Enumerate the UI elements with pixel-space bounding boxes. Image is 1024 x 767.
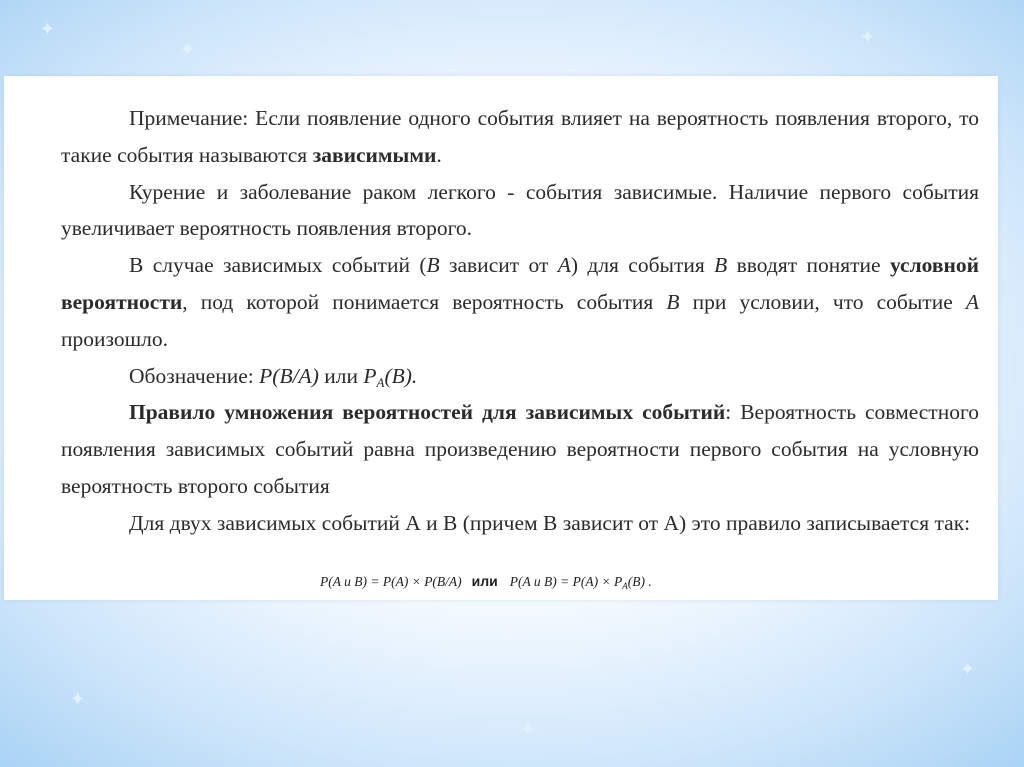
formula-right-main: P(A и B) = P(A) × P — [509, 574, 623, 589]
text-run: : Вероятность совместного появления зависимых событий равна произведению вероятности первого события на условную вероятность второго события — [61, 400, 979, 498]
text-run: Примечание: Если появление одного события влияет на вероятность появления второго, то такие события называются — [61, 106, 979, 167]
text-run: произошло. — [61, 326, 169, 351]
text-run: В случае зависимых событий ( — [129, 253, 427, 278]
event-symbol: А — [557, 253, 571, 278]
text-run: при условии, что событие — [679, 289, 966, 314]
paragraph-conditional-probability — [61, 247, 979, 357]
slide-body-text — [61, 100, 979, 542]
paragraph-multiplication-rule — [61, 394, 979, 504]
text-run: или — [318, 363, 364, 388]
sparkle-decoration: ✦ — [40, 19, 56, 39]
rule-title: Правило умножения вероятностей для зависимых событий — [129, 400, 726, 425]
paragraph-note — [61, 100, 979, 174]
sparkle-decoration: ✦ — [960, 659, 976, 679]
multiplication-formula — [320, 573, 740, 590]
sparkle-decoration: ✦ — [520, 719, 536, 739]
text-run: . — [436, 142, 442, 167]
notation-subscript-form — [363, 364, 417, 388]
formula-right — [510, 574, 652, 589]
paragraph-notation — [61, 358, 979, 395]
term-dependent: зависимыми — [312, 142, 437, 167]
event-symbol: В — [666, 289, 680, 314]
text-run: зависит от — [439, 253, 558, 278]
sparkle-decoration: ✦ — [180, 39, 196, 59]
text-run: , под которой понимается вероятность события — [182, 289, 667, 314]
paragraph-two-events — [61, 505, 979, 542]
text-run: Для двух зависимых событий А и В (причем В зависит от А) это правило записывается так: — [129, 510, 971, 535]
sparkle-decoration: ✦ — [860, 27, 876, 47]
text-run: Обозначение: — [129, 363, 260, 388]
event-symbol: В — [714, 253, 728, 278]
sparkle-decoration: ✦ — [70, 689, 86, 709]
notation-conditional: Р(В/А) — [259, 363, 319, 388]
term-conditional-probability: условной вероятности — [61, 253, 979, 314]
text-run: вводят понятие — [727, 253, 890, 278]
formula-left: P(A и B) = P(A) × P(B/A) — [320, 574, 462, 589]
paragraph-example — [61, 174, 979, 248]
text-run: Курение и заболевание раком легкого - события зависимые. Наличие первого события увеличивает вероятность появления второго. — [61, 179, 979, 241]
notation-p: Р — [363, 363, 377, 388]
notation-arg: (В). — [384, 363, 418, 388]
event-symbol: В — [426, 253, 440, 278]
formula-right-tail: (B) . — [627, 574, 652, 589]
notation-subscript: А — [376, 374, 385, 390]
formula-connector: или — [471, 573, 498, 589]
formula-right-subscript: A — [622, 581, 628, 591]
text-run: ) для события — [570, 253, 715, 278]
event-symbol: А — [965, 289, 979, 314]
